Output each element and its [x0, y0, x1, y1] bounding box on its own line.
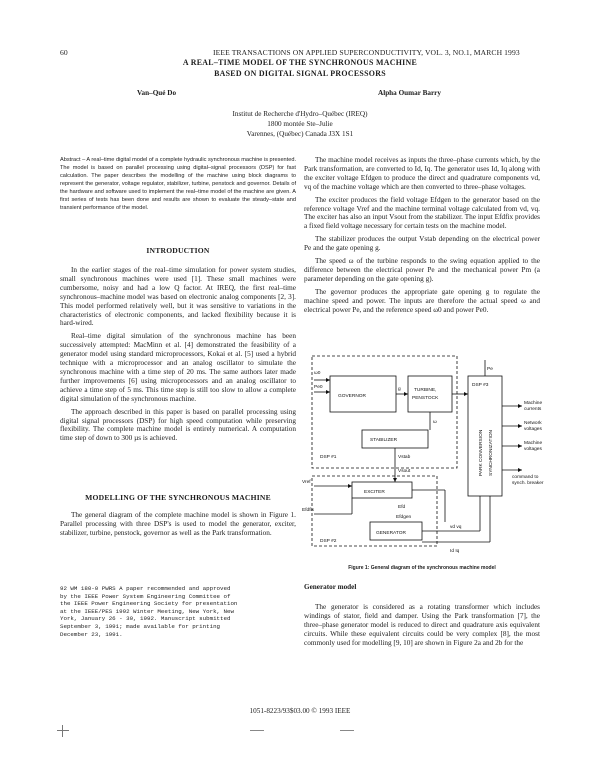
right-paragraph-2: The exciter produces the field voltage Efdgen to the generator based on the reference voltage Vref and the machine terminal voltage calculated from vd, vq. The exciter has also an input Vsout from the stabilizer. The input Efdfix provides a fixed field voltage necessary for certain tests on the machine model.: [304, 195, 540, 231]
dsp2-label: DSP #2: [320, 539, 337, 544]
vstab-label: Vstab: [398, 455, 411, 460]
efdgen-label: Efdgen: [396, 515, 412, 520]
page-mark: [340, 730, 354, 731]
synchronization-label: SYNCHRONIZATION: [489, 429, 494, 476]
output-4b: synch. breaker: [512, 481, 544, 486]
footnote-line: September 3, 1991; made available for printing: [60, 622, 221, 630]
copyright-footer: 1051-8223/93$03.00 © 1993 IEEE: [249, 707, 351, 715]
paper-title-line2: BASED ON DIGITAL SIGNAL PROCESSORS: [214, 69, 386, 78]
turbine-block: [408, 376, 452, 412]
output-2b: voltages: [524, 427, 542, 432]
efdfix-label: Efdfix: [302, 508, 314, 513]
generator-paragraph-1: The generator is considered as a rotating transformer which includes windings of stator, field and damper. Using the Park transformation [7], the three–phase generator model is reduced to direct and quadrature axis equivalent circuits. While these equivalent circuits could be very complex [8], the most commonly used for modelling [9, 10] are shown in Figure 2a and 2b for the: [304, 603, 540, 647]
right-paragraph-3: The stabilizer produces the output Vstab depending on the electrical power Pe and the gate opening g.: [304, 235, 540, 253]
vdvq-label: vd vq: [450, 525, 462, 530]
turbine-label: TURBINE,: [414, 388, 437, 393]
output-3a: Machine: [524, 441, 543, 446]
modelling-heading: MODELLING OF THE SYNCHRONOUS MACHINE: [85, 493, 271, 502]
output-1a: Machine: [524, 401, 543, 406]
dsp3-block: [468, 376, 502, 496]
penstock-label: PENSTOCK: [412, 396, 439, 401]
generator-model-body: [304, 603, 540, 648]
affiliation-line1: Institut de Recherche d'Hydro–Québec (IREQ): [232, 110, 368, 118]
output-1b: currents: [524, 407, 542, 412]
footnote-line: December 23, 1991.: [60, 630, 123, 638]
vsout-label: Vsout: [398, 469, 411, 474]
introduction-heading: INTRODUCTION: [146, 246, 210, 255]
output-4a: command to: [512, 475, 539, 480]
right-paragraph-5: The governor produces the appropriate gate opening g to regulate the machine speed and power. The inputs are therefore the actual speed ω and electrical power Pe, and the reference speed ω0 and power Pe0.: [304, 287, 540, 314]
park-conversion-label: PARK CONVERSION: [479, 429, 484, 476]
pe-label: Pe: [487, 367, 493, 372]
journal-header: IEEE TRANSACTIONS ON APPLIED SUPERCONDUCTIVITY, VOL. 3, NO.1, MARCH 1993: [213, 48, 520, 57]
author-1: Van–Qué Do: [137, 89, 177, 97]
crop-mark: [62, 725, 63, 737]
pe0-label: Pe0: [314, 385, 323, 390]
introduction-body: [60, 266, 296, 443]
g-label: g: [398, 387, 401, 392]
intro-paragraph-3: The approach described in this paper is based on parallel processing using digital signal processors (DSP) for high speed computation while preserving flexibility. The complete machine model is entirely numerical. A computation time step of down to 300 µs is achieved.: [60, 407, 296, 443]
footnote-line: by the IEEE Power System Engineering Committee of: [60, 592, 231, 600]
modelling-body: [60, 511, 296, 538]
footnote: [60, 585, 296, 638]
generator-model-heading: Generator model: [304, 583, 357, 591]
efd-label: Efd: [398, 505, 406, 510]
right-paragraph-1: The machine model receives as inputs the three–phase currents which, by the Park transformation, are converted to Id, Iq. The generator uses Id, Iq along with the exciter voltage Efdgen to produce the direct and quadrature components vd, vq of the machine voltage which are then converted to three–phase voltages.: [304, 156, 540, 191]
stabilizer-label: STABILIZER: [370, 438, 398, 443]
paper-title-line1: A REAL–TIME MODEL OF THE SYNCHRONOUS MACHINE: [182, 58, 418, 67]
footnote-line: York, January 26 - 30, 1992. Manuscript submitted: [60, 615, 231, 623]
omega0-label: ω0: [314, 371, 321, 376]
exciter-label: EXCITER: [364, 490, 385, 495]
idiq-label: Id Iq: [450, 549, 460, 554]
dsp3-label: DSP #3: [472, 383, 489, 388]
footnote-line: the IEEE Power Engineering Society for presentation: [60, 600, 238, 608]
right-paragraph-4: The speed ω of the turbine responds to the swing equation applied to the difference between the electrical power Pe and the mechanical power Pm (a parameter depending on the gate opening g).: [304, 257, 540, 283]
modelling-paragraph-1: The general diagram of the complete machine model is shown in Figure 1. Parallel processing with three DSP's is used to model the generator, exciter, stabilizer, turbine, penstock, governor as well as the Park transformation.: [60, 511, 296, 537]
figure-1-caption: Figure 1: General diagram of the synchronous machine model: [348, 565, 496, 571]
intro-paragraph-2: Real–time digital simulation of the synchronous machine has been successively attempted: MacMinn et al. [4] demonstrated the feasibility of a generator model using standard microprocessors, Kokai et al. [5] used a hybrid technique with a microprocessor and an analog oscillator to simulate the synchronous machine with a time step of 20 ms. The same authors later made further improvements [6] using microprocessors and an analog oscillator to achieve a time step of 5 ms. This time step is still too slow to allow a complete digital simulation of the synchronous machine.: [60, 332, 296, 403]
footnote-line: 92 WM 180-0 PWRS A paper recommended and approved: [60, 585, 231, 592]
affiliation-line3: Varennes, (Québec) Canada J3X 1S1: [246, 130, 354, 138]
governor-label: GOVERNOR: [338, 394, 366, 399]
affiliation-line2: 1800 montée Ste–Julie: [267, 120, 333, 128]
dsp2-region: [312, 476, 437, 546]
figure-1-diagram: [300, 346, 544, 562]
dsp1-label: DSP #1: [320, 455, 337, 460]
output-2a: Network: [524, 421, 542, 426]
page-number: 60: [60, 48, 68, 57]
omega-label: ω: [433, 420, 437, 425]
author-2: Alpha Oumar Barry: [378, 89, 441, 97]
footnote-line: at the IEEE/PES 1992 Winter Meeting, New York, New: [60, 607, 234, 615]
crop-mark: [57, 730, 69, 731]
generator-label: GENERATOR: [376, 531, 406, 536]
abstract: Abstract – A real–time digital model of a complete hydraulic synchronous machine is presented. The model is based on parallel processing using digital–signal processors (DSP) for fast calculation. The paper describes the modelling of the machine using block diagrams to represent the generator, voltage regulator, stabilizer, turbine, penstock and governor. Details of the hardware and software used to implement the real–time model of the machine are given. A first series of tests has been done and results are shown to evaluate the steady–state and transient performance of the model.: [60, 157, 296, 211]
intro-paragraph-1: In the earlier stages of the real–time simulation for power system studies, small synchronous machines were used [1]. These small machines were cumbersome, noisy and had a low Q factor. At IREQ, the first real–time synchronous–machine model was based on electronic analog components [2, 3]. This model performed relatively well, but it was sensitive to variations in the characteristics of electronic components, and lacked flexibility because it is hard-wired.: [60, 266, 296, 328]
right-column-body: [304, 156, 540, 315]
vref-label: Vref: [302, 480, 311, 485]
output-3b: voltages: [524, 447, 542, 452]
page-mark: [250, 730, 264, 731]
